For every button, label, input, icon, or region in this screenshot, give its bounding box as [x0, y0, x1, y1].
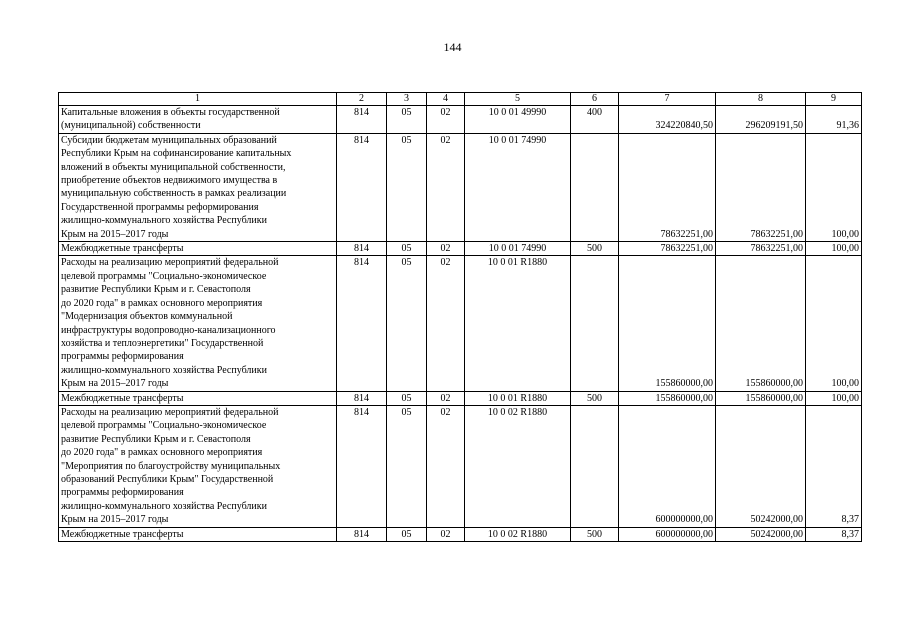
expense-name-line: "Мероприятия по благоустройству муниципальных: [61, 460, 281, 472]
column-header-9: 9: [806, 93, 862, 106]
subsection-cell: 02: [427, 106, 465, 134]
expense-name-line: до 2020 года" в рамках основного мероприятия: [61, 447, 263, 459]
subsection-cell: 02: [427, 405, 465, 527]
planned-amount-cell: 78632251,00: [619, 133, 716, 241]
expense-name-line: целевой программы "Социально-экономическое: [61, 270, 267, 282]
section-cell: 05: [387, 256, 427, 391]
expense-name-line: программы реформирования: [61, 351, 184, 363]
column-header-5: 5: [465, 93, 571, 106]
table-row: [59, 391, 862, 405]
planned-amount-cell: 78632251,00: [619, 242, 716, 256]
planned-amount-cell: 324220840,50: [619, 106, 716, 134]
execution-percent-cell: 91,36: [806, 106, 862, 134]
expense-type-cell: 500: [571, 242, 619, 256]
target-article-cell: 10 0 01 R1880: [465, 256, 571, 391]
expense-name-cell: [59, 527, 337, 541]
expense-name-line: жилищно-коммунального хозяйства Республики: [61, 364, 267, 376]
table-row: [59, 405, 862, 527]
execution-percent-cell: 100,00: [806, 256, 862, 391]
planned-amount-cell: 155860000,00: [619, 391, 716, 405]
subsection-cell: 02: [427, 391, 465, 405]
expense-name-cell: [59, 133, 337, 241]
kbk-admin-cell: 814: [337, 256, 387, 391]
execution-percent-cell: 8,37: [806, 527, 862, 541]
budget-table: [58, 92, 862, 542]
expense-type-cell: [571, 256, 619, 391]
section-cell: 05: [387, 242, 427, 256]
column-header-3: 3: [387, 93, 427, 106]
kbk-admin-cell: 814: [337, 106, 387, 134]
expense-type-cell: [571, 405, 619, 527]
executed-amount-cell: 155860000,00: [716, 391, 806, 405]
executed-amount-cell: 50242000,00: [716, 405, 806, 527]
planned-amount-cell: 600000000,00: [619, 527, 716, 541]
section-cell: 05: [387, 527, 427, 541]
kbk-admin-cell: 814: [337, 242, 387, 256]
executed-amount-cell: 78632251,00: [716, 242, 806, 256]
table-row: [59, 256, 862, 391]
column-header-8: 8: [716, 93, 806, 106]
table-row: [59, 133, 862, 241]
expense-name-line: муниципальную собственность в рамках реализации: [61, 188, 287, 200]
expense-type-cell: 500: [571, 527, 619, 541]
expense-name-line: Крым на 2015–2017 годы: [61, 228, 169, 240]
executed-amount-cell: 78632251,00: [716, 133, 806, 241]
execution-percent-cell: 100,00: [806, 242, 862, 256]
executed-amount-cell: 155860000,00: [716, 256, 806, 391]
expense-name-cell: [59, 391, 337, 405]
expense-name-line: Межбюджетные трансферты: [61, 392, 184, 404]
header-row: [59, 93, 862, 106]
expense-name-line: жилищно-коммунального хозяйства Республики: [61, 500, 267, 512]
expense-name-line: (муниципальной) собственности: [61, 120, 201, 132]
expense-name-line: инфраструктуры водопроводно-канализационного: [61, 324, 276, 336]
subsection-cell: 02: [427, 527, 465, 541]
target-article-cell: 10 0 01 49990: [465, 106, 571, 134]
target-article-cell: 10 0 01 74990: [465, 133, 571, 241]
expense-name-line: развитие Республики Крым и г. Севастополя: [61, 433, 251, 445]
planned-amount-cell: 155860000,00: [619, 256, 716, 391]
kbk-admin-cell: 814: [337, 391, 387, 405]
expense-name-line: Государственной программы реформирования: [61, 201, 259, 213]
expense-name-cell: [59, 256, 337, 391]
section-cell: 05: [387, 391, 427, 405]
expense-name-line: Расходы на реализацию мероприятий федеральной: [61, 406, 279, 418]
expense-name-line: жилищно-коммунального хозяйства Республики: [61, 215, 267, 227]
expense-name-cell: [59, 405, 337, 527]
column-header-4: 4: [427, 93, 465, 106]
expense-name-line: "Модернизация объектов коммунальной: [61, 311, 233, 323]
execution-percent-cell: 100,00: [806, 133, 862, 241]
planned-amount-cell: 600000000,00: [619, 405, 716, 527]
section-cell: 05: [387, 405, 427, 527]
expense-name-cell: [59, 106, 337, 134]
expense-name-line: развитие Республики Крым и г. Севастополя: [61, 284, 251, 296]
table-row: [59, 106, 862, 134]
column-header-1: 1: [59, 93, 337, 106]
column-header-6: 6: [571, 93, 619, 106]
expense-name-line: Капитальные вложения в объекты государственной: [61, 107, 280, 118]
expense-name-line: Республики Крым на софинансирование капитальных: [61, 148, 292, 160]
expense-name-line: до 2020 года" в рамках основного мероприятия: [61, 297, 263, 309]
target-article-cell: 10 0 01 74990: [465, 242, 571, 256]
column-header-2: 2: [337, 93, 387, 106]
expense-name-line: Межбюджетные трансферты: [61, 243, 184, 255]
expense-name-line: Крым на 2015–2017 годы: [61, 378, 169, 390]
expense-name-line: образований Республики Крым" Государственной: [61, 473, 274, 485]
expense-name-line: программы реформирования: [61, 487, 184, 499]
column-header-7: 7: [619, 93, 716, 106]
executed-amount-cell: 50242000,00: [716, 527, 806, 541]
target-article-cell: 10 0 01 R1880: [465, 391, 571, 405]
expense-type-cell: 400: [571, 106, 619, 134]
kbk-admin-cell: 814: [337, 527, 387, 541]
kbk-admin-cell: 814: [337, 405, 387, 527]
expense-name-line: целевой программы "Социально-экономическое: [61, 420, 267, 432]
expense-name-line: вложений в объекты муниципальной собственности,: [61, 161, 286, 173]
expense-name-line: Крым на 2015–2017 годы: [61, 514, 169, 526]
section-cell: 05: [387, 106, 427, 134]
kbk-admin-cell: 814: [337, 133, 387, 241]
page-number: 144: [443, 40, 462, 54]
subsection-cell: 02: [427, 133, 465, 241]
expense-name-line: хозяйства и теплоэнергетики" Государственной: [61, 337, 264, 349]
table-row: [59, 527, 862, 541]
expense-type-cell: 500: [571, 391, 619, 405]
subsection-cell: 02: [427, 242, 465, 256]
expense-type-cell: [571, 133, 619, 241]
target-article-cell: 10 0 02 R1880: [465, 527, 571, 541]
table-row: [59, 242, 862, 256]
execution-percent-cell: 100,00: [806, 391, 862, 405]
expense-name-line: приобретение объектов недвижимого имущества в: [61, 175, 278, 187]
expense-name-cell: [59, 242, 337, 256]
expense-name-line: Субсидии бюджетам муниципальных образований: [61, 134, 277, 146]
expense-name-line: Межбюджетные трансферты: [61, 528, 184, 540]
subsection-cell: 02: [427, 256, 465, 391]
expense-name-line: Расходы на реализацию мероприятий федеральной: [61, 257, 279, 269]
executed-amount-cell: 296209191,50: [716, 106, 806, 134]
section-cell: 05: [387, 133, 427, 241]
execution-percent-cell: 8,37: [806, 405, 862, 527]
target-article-cell: 10 0 02 R1880: [465, 405, 571, 527]
